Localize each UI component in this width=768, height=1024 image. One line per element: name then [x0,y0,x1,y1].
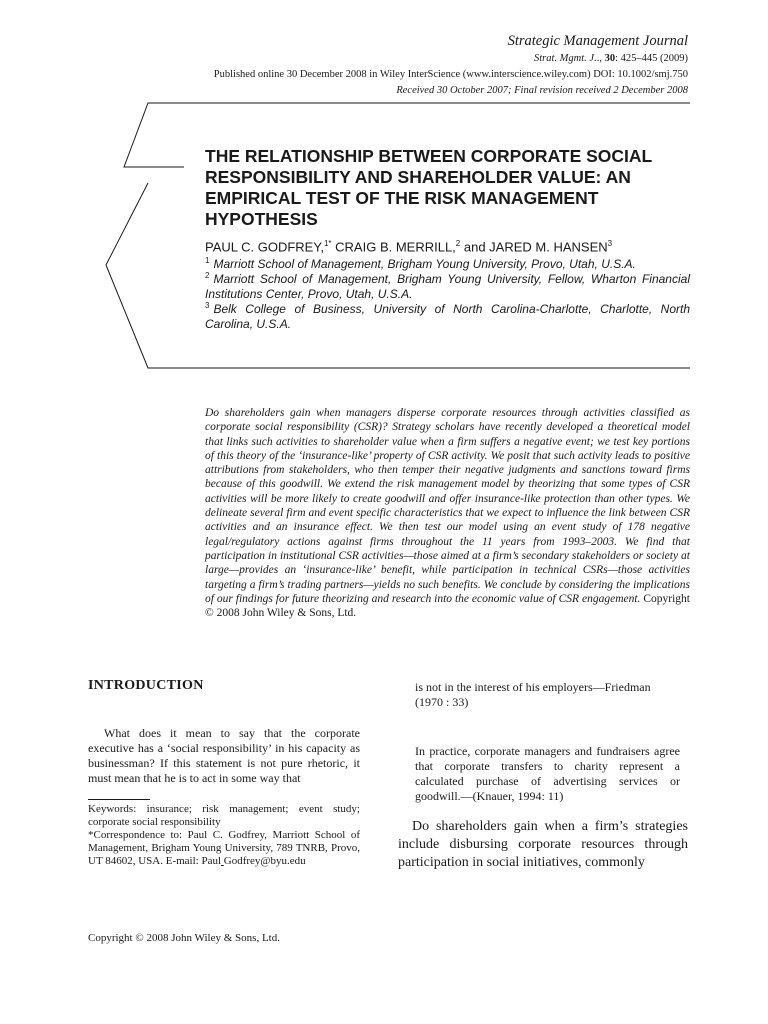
affiliation-text: Marriott School of Management, Brigham Young University, Fellow, Wharton Financial Institutions Center, Provo, Utah, U.S.A. [205,272,690,301]
received-dates: Received 30 October 2007; Final revision received 2 December 2008 [396,85,688,96]
article-title: THE RELATIONSHIP BETWEEN CORPORATE SOCIAL RESPONSIBILITY AND SHAREHOLDER VALUE: AN EMPIRICAL TEST OF THE RISK MANAGEMENT HYPOTHESIS [205,146,652,229]
correspondence-note [88,829,360,868]
citation-line: Strat. Mgmt. J.., 30: 425–445 (2009) [534,53,688,64]
affiliation-text: Belk College of Business, University of North Carolina-Charlotte, Charlotte, North Carolina, U.S.A. [205,302,690,331]
introduction-paragraph: What does it mean to say that the corporate executive has a ‘social responsibility’ in his capacity as businessman? If this statement is not pure rhetoric, it must mean that he is to act in some way that [88,726,360,785]
citation-pages: : 425–445 (2009) [615,53,688,64]
affiliation-text: Marriott School of Management, Brigham Young University, Provo, Utah, U.S.A. [213,257,636,271]
correspondence-text: *Correspondence to: Paul C. Godfrey, Marriott School of Management, Brigham Young University, 789 TNRB, Provo, UT 84602, USA. E-mail: Paul [88,829,360,867]
author-affiliation-marker: 2 [455,239,461,248]
affiliation-number: 2 [205,271,210,280]
keywords: Keywords: insurance; risk management; event study; corporate social responsibility [88,803,360,828]
citation-journal: Strat. Mgmt. J. [534,53,597,64]
affiliation-3 [205,298,690,332]
footer-copyright: Copyright © 2008 John Wiley & Sons, Ltd. [88,932,280,944]
author-affiliation-marker: 3 [607,239,613,248]
affiliation-number: 3 [205,301,210,310]
section-heading-introduction: INTRODUCTION [88,678,204,693]
affiliation-number: 1 [205,256,210,265]
publication-info: Published online 30 December 2008 in Wiley InterScience (www.interscience.wiley.com) DOI: 10.1002/smj.750 [213,69,688,80]
abstract-text: Do shareholders gain when managers disperse corporate resources through activities classified as corporate social responsibility (CSR)? Strategy scholars have recently developed a theoretical model that links such activities to shareholder value when a firm suffers a negative event; we test key portions of this theory of the ‘insurance-like’ property of CSR activity. We posit that such activity leads to positive attributions from stakeholders, who then temper their negative judgments and sanctions toward firms because of this goodwill. We extend the risk management model by theorizing that some types of CSR activities will be more likely to create goodwill and offer insurance-like protection than other types. We delineate several firm and event specific characteristics that we expect to influence the link between CSR activities and an insurance effect. We then test our model using an event study of 178 negative legal/regulatory actions against firms throughout the 11 years from 1993–2003. We find that participation in institutional CSR activities—those aimed at a firm’s secondary stakeholders or society at large—provides an ‘insurance-like’ benefit, while participation in technical CSRs—those activities targeting a firm’s trading partners—yields no such benefits. We conclude by considering the implications of our findings for future theorizing and research into the economic value of CSR engagement. [205,407,690,605]
author-name: PAUL C. GODFREY, [205,239,324,255]
affiliation-2 [205,268,690,302]
author-name: and JARED M. HANSEN [463,239,608,255]
citation-volume: 30 [604,53,616,64]
abstract-copyright: Copyright © 2008 John Wiley & Sons, Ltd. [205,592,690,620]
correspondence-email: Godfrey@byu.edu [223,855,306,867]
journal-name: Strategic Management Journal [507,33,688,49]
footnote-rule [88,799,150,800]
knauer-quote: In practice, corporate managers and fundraisers agree that corporate transfers to charity represent a calculated purchase of advertising services or goodwill.—(Knauer, 1994: 11) [415,744,680,803]
abstract [205,406,690,620]
friedman-quote-ending: is not in the interest of his employers—Friedman (1970 : 33) [415,680,651,709]
body-paragraph: Do shareholders gain when a firm’s strategies include disbursing corporate resources through participation in social initiatives, commonly [398,819,688,870]
author-name: CRAIG B. MERRILL, [335,239,456,255]
author-affiliation-marker: 1* [323,239,332,248]
